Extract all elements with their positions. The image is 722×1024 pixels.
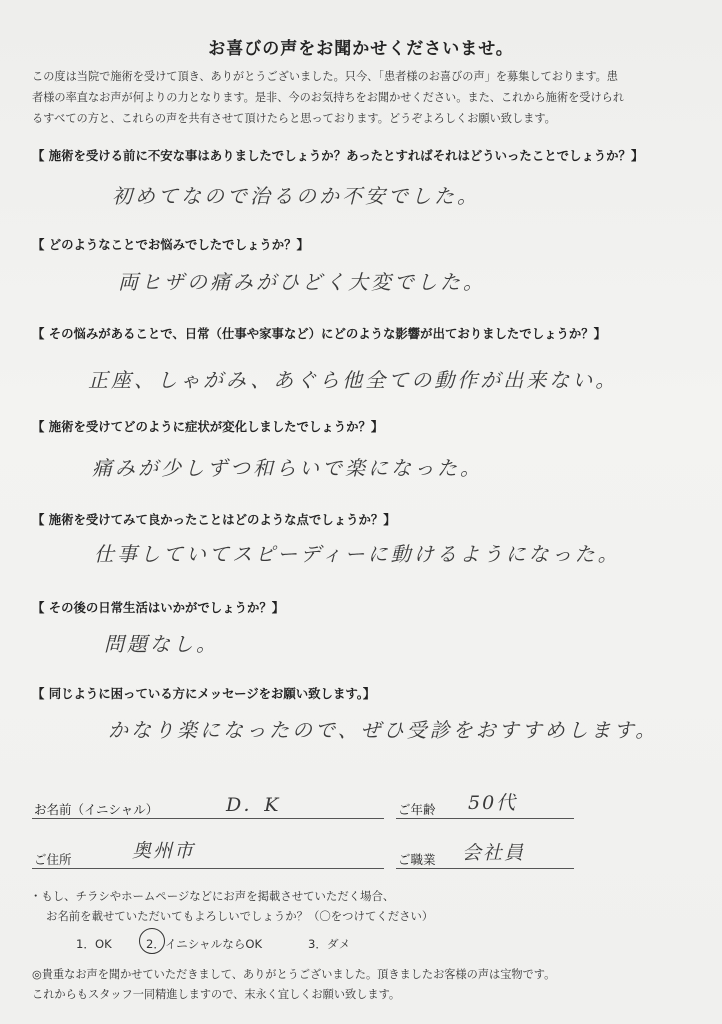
question-6: 【 その後の日常生活はいかがでしょうか？】 (32, 600, 285, 615)
answer-6: 問題なし。 (104, 632, 219, 656)
answer-3: 正座、しゃがみ、あぐら他全ての動作が出来ない。 (88, 368, 619, 392)
address-label: ご住所 (34, 852, 72, 867)
footer-line-1: ◎貴重なお声を聞かせていただきまして、ありがとうございました。頂きましたお客様の声は宝物です。 (32, 968, 556, 981)
address-underline (32, 868, 384, 869)
answer-5: 仕事していてスピーディーに動けるようになった。 (94, 542, 621, 566)
question-7: 【 同じように困っている方にメッセージをお願い致します。】 (32, 686, 376, 701)
name-underline (32, 818, 384, 819)
question-4: 【 施術を受けてどのように症状が変化しましたでしょうか？】 (32, 419, 384, 434)
intro-line: 者様の率直なお声が何よりの力となります。是非、今のお気持ちをお聞かせください。また、これから施術を受けられ (32, 91, 625, 104)
question-2: 【 どのようなことでお悩みでしたでしょうか？】 (32, 237, 309, 252)
intro-text (32, 66, 694, 129)
age-label: ご年齢 (398, 802, 436, 817)
consent-option-3[interactable]: 3．ダメ (308, 937, 351, 951)
answer-7: かなり楽になったので、ぜひ受診をおすすめします。 (108, 718, 659, 742)
question-1: 【 施術を受ける前に不安な事はありましたでしょうか？あったとすればそれはどういったことでしょうか？】 (32, 148, 644, 163)
page-title: お喜びの声をお聞かせくださいませ。 (208, 39, 514, 59)
intro-line: るすべての方と、これらの声を共有させて頂けたらと思っております。どうぞよろしくお願い致します。 (32, 112, 556, 125)
answer-4: 痛みが少しずつ和らいで楽になった。 (92, 456, 483, 480)
job-underline (396, 868, 574, 869)
name-label: お名前（イニシャル） (34, 802, 159, 817)
consent-option-1[interactable]: 1．OK (76, 937, 112, 951)
name-value: D．K (226, 794, 281, 816)
question-3: 【 その悩みがあることで、日常（仕事や家事など）にどのような影響が出ておりましたでしょうか？】 (32, 326, 607, 341)
address-value: 奥州市 (132, 840, 196, 862)
job-label: ご職業 (398, 852, 436, 867)
question-5: 【 施術を受けてみて良かったことはどのような点でしょうか？】 (32, 512, 396, 527)
consent-option-2[interactable]: 2．イニシャルならOK (146, 937, 263, 951)
footer-line-2: これからもスタッフ一同精進しますので、末永く宜しくお願い致します。 (32, 988, 401, 1001)
consent-line-1: ・もし、チラシやホームページなどにお声を掲載させていただく場合、 (30, 889, 395, 903)
intro-line: この度は当院で施術を受けて頂き、ありがとうございました。只今、「患者様のお喜びの声」を募集しております。患 (32, 70, 618, 83)
consent-line-2: お名前を載せていただいてもよろしいでしょうか？（〇をつけてください） (46, 909, 434, 923)
answer-1: 初めてなので治るのか不安でした。 (112, 184, 480, 208)
answer-2: 両ヒザの痛みがひどく大変でした。 (118, 270, 486, 294)
job-value: 会社員 (462, 842, 526, 864)
age-underline (396, 818, 574, 819)
age-value: 50代 (468, 792, 518, 814)
